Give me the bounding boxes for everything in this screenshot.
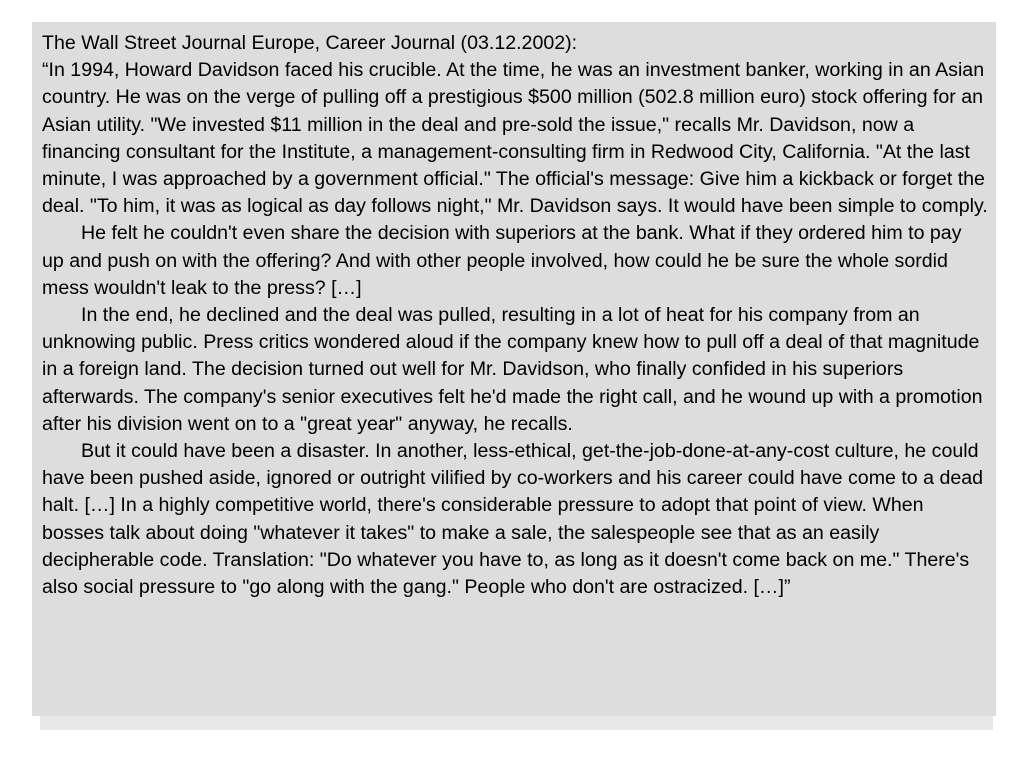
quote-paragraph: But it could have been a disaster. In another, less-ethical, get-the-job-done-at-any-cost culture, he could have been pushed aside, ignored or outright vilified by co-workers and his career could have come to a dead halt. […] In a highly competitive world, there's considerable pressure to adopt that point of view. When bosses talk about doing "whatever it takes" to make a sale, the salespeople see that as an easily decipherable code. Translation: "Do whatever you have to, as long as it doesn't come back on me." There's also social pressure to "go along with the gang." People who don't are ostracized. […]” [42, 440, 984, 599]
source-line: The Wall Street Journal Europe, Career Journal (03.12.2002): [42, 32, 578, 54]
quote-text [42, 30, 988, 601]
quote-paragraph: In the end, he declined and the deal was pulled, resulting in a lot of heat for his company from an unknowing public. Press critics wondered aloud if the company knew how to pull off a deal of that magnitude in a foreign land. The decision turned out well for Mr. Davidson, who finally confided in his superiors afterwards. The company's senior executives felt he'd made the right call, and he wound up with a promotion after his division went on to a "great year" anyway, he recalls. [42, 304, 983, 435]
quote-paragraph: He felt he couldn't even share the decision with superiors at the bank. What if they ordered him to pay up and push on with the offering? And with other people involved, how could he be sure the whole sordid mess wouldn't leak to the press? […] [42, 222, 962, 299]
quote-box [32, 22, 996, 716]
quote-paragraph: “In 1994, Howard Davidson faced his crucible. At the time, he was an investment banker, working in an Asian country. He was on the verge of pulling off a prestigious $500 million (502.8 million euro) stock offering for an Asian utility. "We invested $11 million in the deal and pre-sold the issue," recalls Mr. Davidson, now a financing consultant for the Institute, a management-consulting firm in Redwood City, California. "At the last minute, I was approached by a government official." The official's message: Give him a kickback or forget the deal. "To him, it was as logical as day follows night," Mr. Davidson says. It would have been simple to comply. [42, 59, 988, 218]
